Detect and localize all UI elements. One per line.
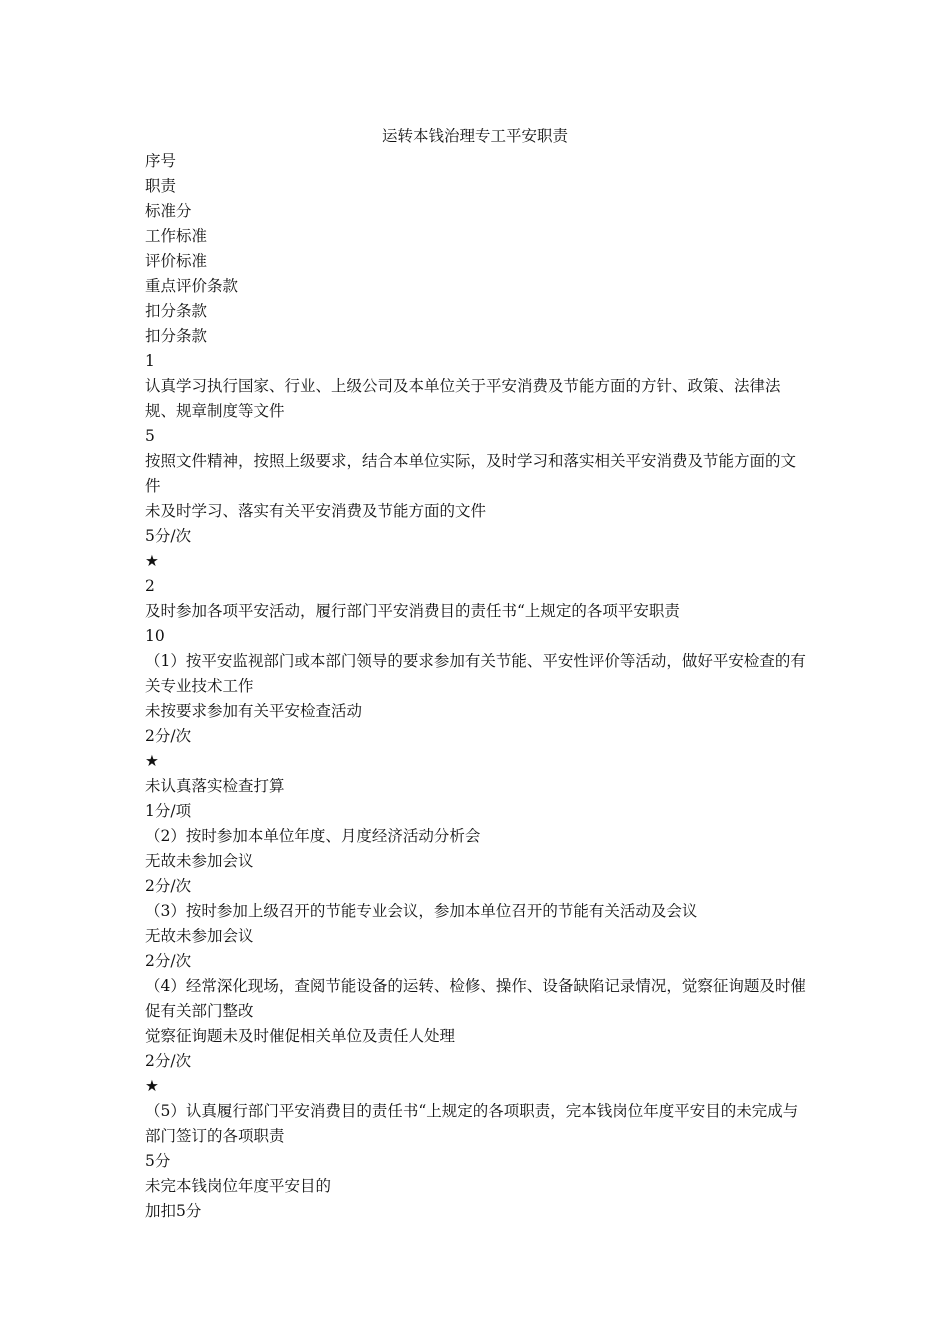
document-line: 未完本钱岗位年度平安目的: [145, 1177, 332, 1195]
document-line: （5）认真履行部门平安消费目的责任书“上规定的各项职责，完本钱岗位年度平安目的未完成与部门签订的各项职责: [145, 1102, 799, 1145]
document-line: 无故未参加会议: [145, 852, 254, 870]
document-line: 5: [145, 427, 155, 445]
document-line: （1）按平安监视部门或本部门领导的要求参加有关节能、平安性评价等活动，做好平安检查的有关专业技术工作: [145, 652, 806, 695]
document-line: 1: [145, 352, 155, 370]
document-line: 重点评价条款: [145, 277, 239, 295]
document-line: 2分/次: [145, 952, 192, 970]
document-line: 1分/项: [145, 802, 192, 820]
document-line: （2）按时参加本单位年度、月度经济活动分析会: [145, 827, 481, 845]
document-line: 2分/次: [145, 877, 192, 895]
document-line: （3）按时参加上级召开的节能专业会议，参加本单位召开的节能有关活动及会议: [145, 902, 698, 920]
document-line: 职责: [145, 177, 177, 195]
document-line: 按照文件精神，按照上级要求，结合本单位实际，及时学习和落实相关平安消费及节能方面的文件: [145, 452, 797, 495]
document-line: ★: [145, 752, 159, 770]
document-line: 无故未参加会议: [145, 927, 254, 945]
document-title: 运转本钱治理专工平安职责: [381, 127, 568, 145]
document-line: 10: [145, 627, 165, 645]
document-line: 2分/次: [145, 1052, 192, 1070]
document-line: 扣分条款: [145, 302, 208, 320]
document-line: 扣分条款: [145, 327, 208, 345]
document-line: ★: [145, 552, 159, 570]
document-line: 及时参加各项平安活动，履行部门平安消费目的责任书“上规定的各项平安职责: [145, 602, 680, 620]
document-line: 未按要求参加有关平安检查活动: [145, 702, 363, 720]
document-line: ★: [145, 1077, 159, 1095]
document-line: 标准分: [145, 202, 192, 220]
document-line: 序号: [145, 152, 177, 170]
document-line: （4）经常深化现场，查阅节能设备的运转、检修、操作、设备缺陷记录情况，觉察征询题及时催促有关部门整改: [145, 977, 806, 1020]
document-line: 未及时学习、落实有关平安消费及节能方面的文件: [145, 502, 487, 520]
document-line: 5分: [145, 1152, 171, 1170]
document-line: 评价标准: [145, 252, 208, 270]
document-line: 2分/次: [145, 727, 192, 745]
document-line: 5分/次: [145, 527, 192, 545]
document-body: [145, 149, 809, 1224]
document-line: 认真学习执行国家、行业、上级公司及本单位关于平安消费及节能方面的方针、政策、法律法规、规章制度等文件: [145, 377, 781, 420]
document-line: 加扣5分: [145, 1202, 202, 1220]
document-line: 觉察征询题未及时催促相关单位及责任人处理: [145, 1027, 456, 1045]
document-line: 2: [145, 577, 155, 595]
document-line: 工作标准: [145, 227, 208, 245]
document-line: 未认真落实检查打算: [145, 777, 285, 795]
